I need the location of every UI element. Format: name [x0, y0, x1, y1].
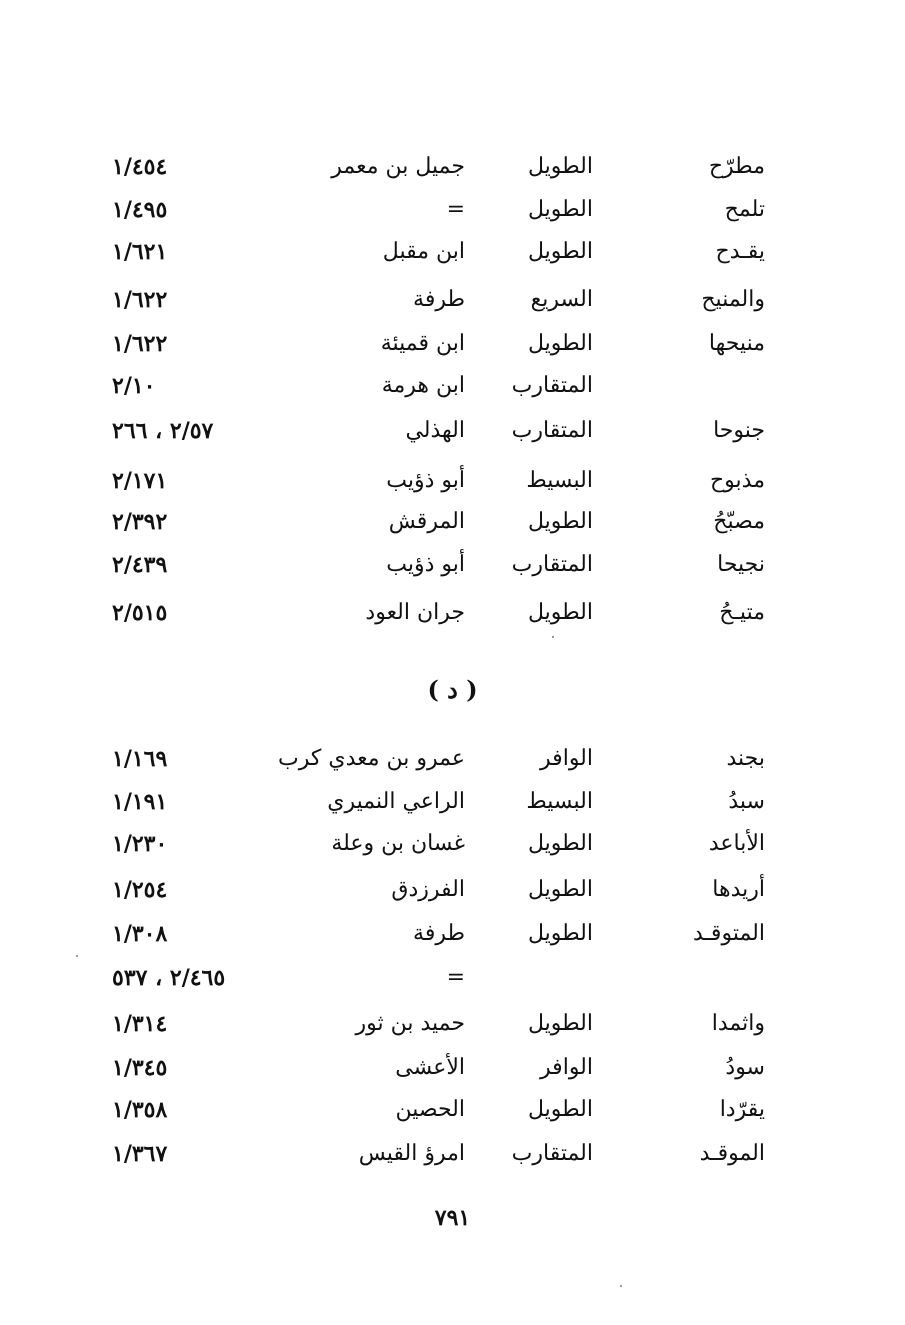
scan-speck [552, 636, 554, 638]
rhyme-word: مطرّح [708, 154, 765, 179]
rhyme-word: بجند [726, 746, 765, 771]
page-reference: ٢/٥١٥ [112, 600, 168, 626]
poet: المرقش [388, 509, 465, 534]
meter: المتقارب [511, 1141, 593, 1166]
poet: أبو ذؤيب [386, 468, 465, 493]
meter: المتقارب [511, 418, 593, 443]
index-row [0, 461, 905, 501]
section-header: ( د ) [427, 675, 478, 704]
poet: حميد بن ثور [355, 1011, 465, 1036]
page-reference: ٢/٣٩٢ [112, 509, 168, 535]
meter: الطويل [527, 331, 593, 356]
index-row [0, 739, 905, 779]
page-reference: ١/٣٤٥ [112, 1055, 168, 1081]
page-reference: ١/٤٩٥ [112, 197, 168, 223]
index-row [0, 1090, 905, 1130]
meter: الطويل [527, 509, 593, 534]
page-reference: ١/٣٥٨ [112, 1097, 168, 1123]
index-row [0, 366, 905, 406]
index-row [0, 958, 905, 998]
page-reference: ٢/٤٣٩ [112, 552, 168, 578]
meter: الطويل [527, 831, 593, 856]
poet: جران العود [365, 600, 465, 625]
poet: طرفة [413, 287, 465, 312]
page-reference: ٢/١٧١ [112, 468, 168, 494]
rhyme-word: والمنيح [701, 287, 765, 312]
rhyme-word: يقرّدا [719, 1097, 765, 1122]
index-row [0, 545, 905, 585]
rhyme-word: جنوحا [713, 418, 765, 443]
index-row [0, 824, 905, 864]
scan-speck [620, 1285, 622, 1287]
rhyme-word: مذبوح [709, 468, 765, 493]
meter: الطويل [527, 1011, 593, 1036]
poet: ابن هرمة [381, 373, 465, 398]
meter: الطويل [527, 877, 593, 902]
index-row [0, 870, 905, 910]
page-reference: ١/٣٠٨ [112, 921, 168, 947]
page-reference: ١/٦٢٢ [112, 287, 168, 313]
rhyme-word: منيحها [708, 331, 765, 356]
meter: البسيط [526, 468, 593, 493]
rhyme-word: متيـحُ [719, 600, 765, 625]
page-reference: ١/١٦٩ [112, 746, 168, 772]
meter: الوافر [540, 746, 593, 771]
poet: غسان بن وعلة [331, 831, 465, 856]
index-row [0, 232, 905, 272]
poet: جميل بن معمر [331, 154, 465, 179]
index-row [0, 190, 905, 230]
meter: الطويل [527, 1097, 593, 1122]
poet: = [446, 197, 465, 222]
meter: الطويل [527, 239, 593, 264]
meter: الطويل [527, 600, 593, 625]
index-row [0, 411, 905, 451]
rhyme-word: الموقـد [699, 1141, 765, 1166]
rhyme-word: أريدها [712, 877, 765, 902]
index-row [0, 324, 905, 364]
poet: الراعي النميري [327, 789, 465, 814]
meter: البسيط [526, 789, 593, 814]
page-reference: ١/٣٦٧ [112, 1141, 168, 1167]
page-reference: ١/٦٢١ [112, 239, 168, 265]
poet: الأعشى [395, 1055, 465, 1080]
rhyme-word: المتوقـد [692, 921, 765, 946]
rhyme-word: يقـدح [715, 239, 765, 264]
poet: الحصين [395, 1097, 465, 1122]
meter: المتقارب [511, 552, 593, 577]
page-reference: ١/٢٣٠ [112, 831, 168, 857]
page-reference: ١/٤٥٤ [112, 154, 168, 180]
page-number: ٧٩١ [434, 1205, 471, 1231]
meter: الطويل [527, 154, 593, 179]
rhyme-word: مصبّحُ [713, 509, 765, 534]
index-row [0, 1048, 905, 1088]
rhyme-word: نجيحا [717, 552, 765, 577]
page-reference: ١/٦٢٢ [112, 331, 168, 357]
poet: ابن مقبل [382, 239, 465, 264]
poet: عمرو بن معدي كرب [278, 746, 465, 771]
poet: = [446, 965, 465, 990]
meter: الطويل [527, 921, 593, 946]
poet: طرفة [413, 921, 465, 946]
page-reference: ١/٢٥٤ [112, 877, 168, 903]
meter: الطويل [527, 197, 593, 222]
index-row [0, 1134, 905, 1174]
poet: ابن قميئة [380, 331, 465, 356]
meter: المتقارب [511, 373, 593, 398]
index-row [0, 914, 905, 954]
scan-speck [76, 955, 78, 957]
page-reference: ٢/١٠ [112, 373, 156, 399]
poet: امرؤ القيس [358, 1141, 465, 1166]
poet: الفرزدق [391, 877, 465, 902]
meter: الوافر [540, 1055, 593, 1080]
rhyme-word: الأباعد [708, 831, 765, 856]
index-row [0, 502, 905, 542]
poet: الهذلي [405, 418, 465, 443]
meter: السريع [530, 287, 593, 312]
index-row [0, 782, 905, 822]
rhyme-word: سودُ [725, 1055, 765, 1080]
index-row [0, 593, 905, 633]
index-row [0, 147, 905, 187]
index-row [0, 1004, 905, 1044]
page-reference: ١/١٩١ [112, 789, 168, 815]
page-reference: ٢/٤٦٥ ، ٥٣٧ [112, 965, 226, 991]
rhyme-word: واثمدا [711, 1011, 765, 1036]
rhyme-word: سبدُ [728, 789, 765, 814]
rhyme-word: تلمح [724, 197, 765, 222]
index-row [0, 280, 905, 320]
page-reference: ٢/٥٧ ، ٢٦٦ [112, 418, 214, 444]
poet: أبو ذؤيب [386, 552, 465, 577]
page-reference: ١/٣١٤ [112, 1011, 168, 1037]
